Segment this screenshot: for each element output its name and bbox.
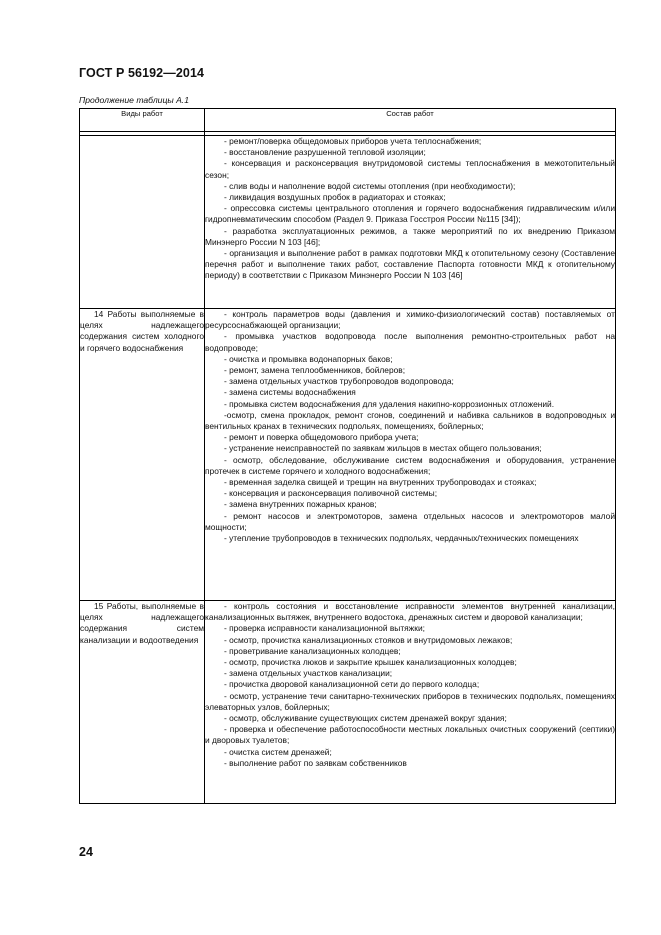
column-header-work-composition: Состав работ (205, 109, 616, 132)
list-item: - прочистка дворовой канализационной сети до первого колодца; (224, 679, 480, 690)
list-item: - промывка систем водоснабжения для удаления накипно-коррозионных отложений. (224, 398, 555, 409)
list-item: - выполнение работ по заявкам собственников (224, 757, 407, 768)
page-number: 24 (79, 845, 93, 859)
list-item: - устранение неисправностей по заявкам жильцов в местах общего пользования; (224, 443, 542, 454)
list-item: - восстановление разрушенной тепловой изоляции; (224, 147, 426, 158)
list-item: - слив воды и наполнение водой системы отопления (при необходимости); (224, 180, 516, 191)
work-composition-cell (205, 309, 616, 601)
list-item: - замена отдельных участков канализации; (224, 668, 393, 679)
list-item: - замена системы водоснабжения (224, 387, 356, 398)
list-item: - проветривание канализационных колодцев; (224, 645, 401, 656)
list-item: - ремонт и поверка общедомового прибора учета; (224, 432, 419, 443)
list-item: - осмотр, прочистка люков и закрытие крышек канализационных колодцев; (224, 657, 517, 668)
list-item: - временная заделка свищей и трещин на внутренних трубопроводах и стояках; (224, 477, 537, 488)
list-item: - проверка и обеспечение работоспособности местных локальных очистных сооружений (септики) и дворовых туалетов; (205, 724, 615, 746)
work-type-cell (80, 601, 205, 804)
work-type-text: 15 Работы, выполняемые в целях надлежащего содержания систем канализации и водоотведения (80, 601, 204, 645)
table-row (80, 309, 616, 601)
work-composition-cell (205, 601, 616, 804)
list-item: - замена внутренних пожарных кранов; (224, 499, 377, 510)
column-header-work-types: Виды работ (80, 109, 205, 132)
work-type-cell (80, 136, 205, 309)
list-item: - осмотр, обследование, обслуживание систем водоснабжения и оборудования, устранение протечек в системе горячего и холодного водоснабжения; (205, 454, 615, 476)
work-type-text: 14 Работы выполняемые в целях надлежащего содержания систем холодного и горячего водоснабжения (80, 309, 204, 353)
list-item: - проверка исправности канализационной вытяжки; (224, 623, 425, 634)
list-item: - осмотр, устранение течи санитарно-технических приборов в технических подпольях, помещениях элеваторных узлов, бойлерных; (205, 690, 615, 712)
list-item: - утепление трубопроводов в технических подпольях, чердачных/технических помещениях (224, 533, 579, 544)
list-item: - контроль параметров воды (давления и химико-физиологический состав) поставляемых от ресурсоснабжающей организации; (205, 309, 615, 331)
list-item: - опрессовка системы центрального отопления и горячего водоснабжения гидравлическим и/или гидропневматическим способом (Раздел 9. Приказа Госстроя России №115 [34]); (205, 203, 615, 225)
list-item: - очистка и промывка водонапорных баков; (224, 353, 393, 364)
list-item: - организация и выполнение работ в рамках подготовки МКД к отопительному сезону (Составление перечня работ и выполнение таких работ, составление Паспорта готовности МКД к отопительному периоду) в соответствии с Приказом Минэнерго России N 103 [46] (205, 248, 615, 281)
list-item: - замена отдельных участков трубопроводов водопровода; (224, 376, 454, 387)
list-item: - ремонт/поверка общедомовых приборов учета теплоснабжения; (224, 136, 482, 146)
list-item: - разработка эксплуатационных режимов, а также мероприятий по их внедрению Приказом Минэнерго России N 103 [46]; (205, 225, 615, 247)
list-item: - осмотр, прочистка канализационных стояков и внутридомовых лежаков; (224, 634, 513, 645)
table-caption: Продолжение таблицы А.1 (79, 95, 189, 105)
list-item: -осмотр, смена прокладок, ремонт сгонов, соединений и набивка сальников в водопроводных и вентильных кранах в технических подпольях, помещениях, бойлерных; (205, 409, 615, 432)
table-row (80, 136, 616, 309)
list-item: - ликвидация воздушных пробок в радиаторах и стояках; (224, 192, 446, 203)
works-table (79, 108, 616, 804)
document-title: ГОСТ Р 56192—2014 (79, 66, 205, 80)
list-item: - очистка систем дренажей; (224, 746, 332, 757)
list-item: - промывка участков водопровода после выполнения ремонтно-строительных работ на водопроводе; (205, 331, 615, 353)
work-type-cell (80, 309, 205, 601)
list-item: - консервация и расконсервация внутридомовой системы теплоснабжения в межотопительный сезон; (205, 158, 615, 180)
list-item: - осмотр, обслуживание существующих систем дренажей вокруг здания; (224, 713, 507, 724)
work-composition-cell (205, 136, 616, 309)
list-item: - контроль состояния и восстановление исправности элементов внутренней канализации, канализационных вытяжек, внутреннего водостока, дренажных систем и дворовой канализации; (205, 601, 615, 623)
list-item: - ремонт насосов и электромоторов, замена отдельных насосов и электромоторов малой мощности; (205, 510, 615, 532)
table-header-row (80, 109, 616, 132)
table-row (80, 601, 616, 804)
list-item: - ремонт, замена теплообменников, бойлеров; (224, 365, 406, 376)
list-item: - консервация и расконсервация поливочной системы; (224, 488, 438, 499)
